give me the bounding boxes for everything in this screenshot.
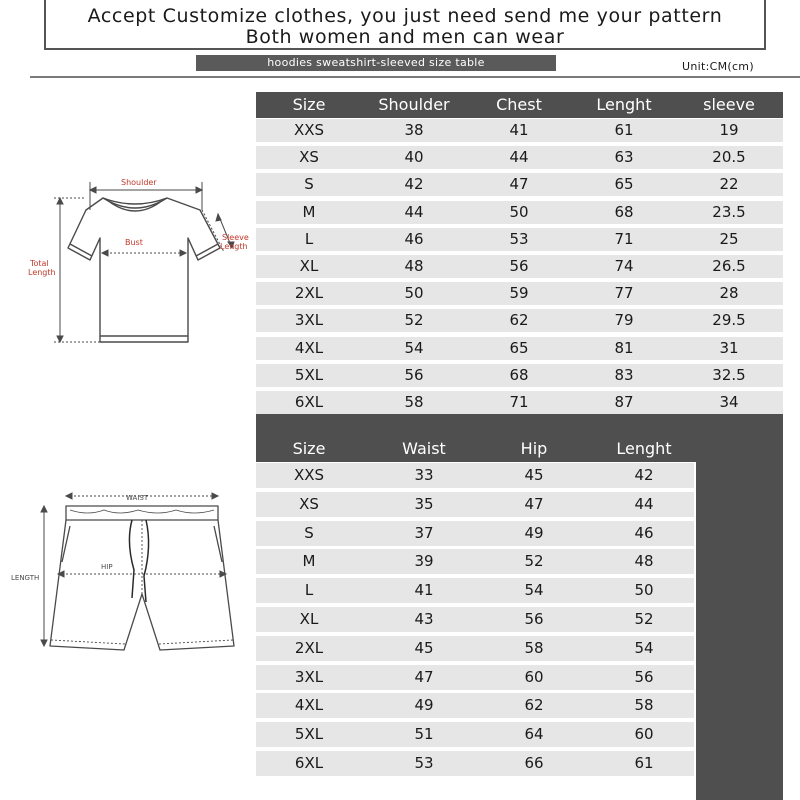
measurement-cell: 39 — [414, 552, 434, 571]
measurement-cell: 54 — [634, 638, 654, 657]
table-row — [256, 665, 694, 690]
measurement-cell: 46 — [634, 523, 654, 542]
table-row — [256, 173, 783, 196]
bust-label: Bust — [125, 238, 143, 247]
table-row — [256, 492, 694, 517]
header-line-2: Both women and men can wear — [245, 26, 565, 48]
measurement-cell: 56 — [509, 257, 529, 275]
measurement-cell: 35 — [414, 494, 434, 513]
table-header-row — [256, 92, 783, 118]
table-row — [256, 521, 694, 546]
table-row — [256, 255, 783, 278]
measurement-cell: 77 — [614, 284, 634, 303]
table-row — [256, 201, 783, 224]
measurement-cell: 51 — [414, 725, 434, 744]
measurement-cell: 52 — [404, 311, 424, 330]
measurement-cell: 58 — [404, 393, 424, 411]
size-cell: L — [304, 581, 314, 600]
header-line-1: Accept Customize clothes, you just need send me your pattern — [87, 5, 723, 27]
measurement-cell: 28 — [719, 284, 739, 303]
total-label-2: Length — [28, 268, 56, 277]
measurement-cell: 58 — [524, 638, 544, 657]
measurement-cell: 81 — [614, 338, 634, 357]
measurement-cell: 31 — [719, 338, 739, 357]
table-row — [256, 751, 694, 776]
table-row — [256, 578, 694, 603]
measurement-cell: 47 — [524, 494, 544, 513]
table-row — [256, 146, 783, 169]
measurement-cell: 65 — [509, 338, 529, 357]
table-row — [256, 549, 694, 574]
bottom-size-table — [256, 432, 783, 800]
measurement-cell: 68 — [614, 202, 634, 221]
measurement-cell: 53 — [414, 754, 434, 772]
measurement-cell: 71 — [509, 393, 529, 411]
measurement-cell: 41 — [414, 581, 434, 600]
table-header-cell: Size — [292, 95, 326, 114]
table-header-cell: sleeve — [703, 95, 755, 114]
table-header-cell: Size — [292, 439, 326, 458]
measurement-cell: 87 — [614, 393, 634, 411]
measurement-cell: 79 — [614, 311, 634, 330]
top-size-table — [256, 92, 783, 414]
measurement-cell: 19 — [719, 121, 739, 139]
table-row — [256, 693, 694, 718]
measurement-cell: 25 — [719, 229, 739, 248]
shoulder-label: Shoulder — [121, 178, 157, 187]
measurement-cell: 66 — [524, 754, 544, 772]
hip-label: HIP — [101, 563, 113, 571]
table-row — [256, 282, 783, 305]
length-label: LENGTH — [11, 574, 40, 582]
table-subtitle: hoodies sweatshirt-sleeved size table — [196, 55, 556, 71]
unit-label: Unit:CM(cm) — [682, 60, 754, 73]
measurement-cell: 58 — [634, 696, 654, 715]
measurement-cell: 33 — [414, 466, 434, 484]
measurement-cell: 63 — [614, 148, 634, 167]
bottom-table-right-band — [696, 432, 783, 800]
size-cell: M — [302, 202, 316, 221]
measurement-cell: 83 — [614, 365, 634, 384]
size-cell: L — [304, 229, 314, 248]
size-cell: 2XL — [294, 638, 324, 657]
table-row — [256, 364, 783, 387]
measurement-cell: 60 — [524, 667, 544, 686]
table-row — [256, 391, 783, 414]
sleeve-label-2: Length — [220, 242, 248, 251]
measurement-cell: 52 — [634, 610, 654, 628]
measurement-cell: 40 — [404, 148, 424, 167]
table-header-cell: Shoulder — [378, 95, 450, 114]
measurement-cell: 50 — [634, 581, 654, 600]
measurement-cell: 62 — [524, 696, 544, 715]
table-row — [256, 228, 783, 251]
measurement-cell: 68 — [509, 365, 529, 384]
measurement-cell: 44 — [404, 202, 424, 221]
table-header-cell: Chest — [496, 95, 542, 114]
tshirt-diagram — [20, 170, 256, 360]
table-header-cell: Hip — [520, 439, 548, 458]
size-cell: XS — [299, 148, 319, 167]
table-row — [256, 119, 783, 142]
measurement-cell: 50 — [509, 202, 529, 221]
size-cell: 4XL — [294, 338, 324, 357]
measurement-cell: 47 — [414, 667, 434, 686]
measurement-cell: 71 — [614, 229, 634, 248]
size-cell: XL — [299, 257, 319, 275]
shorts-diagram — [8, 486, 244, 666]
size-cell: M — [302, 552, 316, 571]
total-label-1: Total — [30, 259, 49, 268]
measurement-cell: 53 — [509, 229, 529, 248]
size-cell: 3XL — [294, 667, 324, 686]
sleeve-label-1: Sleeve — [222, 233, 249, 242]
measurement-cell: 54 — [404, 338, 424, 357]
measurement-cell: 49 — [524, 523, 544, 542]
table-row — [256, 309, 783, 332]
measurement-cell: 56 — [524, 610, 544, 628]
measurement-cell: 42 — [634, 466, 654, 484]
measurement-cell: 61 — [634, 754, 654, 772]
waist-label: WAIST — [126, 494, 149, 502]
measurement-cell: 50 — [404, 284, 424, 303]
size-cell: S — [304, 523, 314, 542]
size-cell: 5XL — [294, 725, 324, 744]
size-cell: 5XL — [294, 365, 324, 384]
measurement-cell: 32.5 — [712, 365, 746, 384]
size-cell: 2XL — [294, 284, 324, 303]
measurement-cell: 60 — [634, 725, 654, 744]
size-cell: XL — [299, 610, 319, 628]
size-cell: XS — [299, 494, 319, 513]
measurement-cell: 56 — [404, 365, 424, 384]
measurement-cell: 45 — [414, 638, 434, 657]
size-cell: XXS — [293, 121, 325, 139]
table-separator — [256, 414, 783, 432]
size-cell: 6XL — [294, 754, 324, 772]
table-header-row — [256, 432, 783, 462]
measurement-cell: 42 — [404, 175, 424, 194]
measurement-cell: 62 — [509, 311, 529, 330]
measurement-cell: 56 — [634, 667, 654, 686]
measurement-cell: 20.5 — [712, 148, 746, 167]
measurement-cell: 44 — [634, 494, 654, 513]
measurement-cell: 47 — [509, 175, 529, 194]
header-box — [44, 0, 766, 50]
measurement-cell: 48 — [634, 552, 654, 571]
measurement-cell: 26.5 — [712, 257, 746, 275]
measurement-cell: 64 — [524, 725, 544, 744]
measurement-cell: 61 — [614, 121, 634, 139]
measurement-cell: 34 — [719, 393, 739, 411]
table-header-cell: Waist — [402, 439, 446, 458]
measurement-cell: 48 — [404, 257, 424, 275]
table-row — [256, 463, 694, 488]
size-cell: 4XL — [294, 696, 324, 715]
table-row — [256, 722, 694, 747]
divider — [30, 76, 800, 78]
measurement-cell: 45 — [524, 466, 544, 484]
measurement-cell: 46 — [404, 229, 424, 248]
table-header-cell: Lenght — [616, 439, 672, 458]
measurement-cell: 41 — [509, 121, 529, 139]
measurement-cell: 52 — [524, 552, 544, 571]
measurement-cell: 22 — [719, 175, 739, 194]
measurement-cell: 74 — [614, 257, 634, 275]
table-row — [256, 636, 694, 661]
measurement-cell: 43 — [414, 610, 434, 628]
measurement-cell: 29.5 — [712, 311, 746, 330]
measurement-cell: 65 — [614, 175, 634, 194]
measurement-cell: 54 — [524, 581, 544, 600]
measurement-cell: 37 — [414, 523, 434, 542]
table-header-cell: Lenght — [596, 95, 652, 114]
table-row — [256, 337, 783, 360]
measurement-cell: 44 — [509, 148, 529, 167]
measurement-cell: 59 — [509, 284, 529, 303]
measurement-cell: 38 — [404, 121, 424, 139]
size-cell: S — [304, 175, 314, 194]
size-cell: XXS — [293, 466, 325, 484]
size-cell: 6XL — [294, 393, 324, 411]
table-row — [256, 607, 694, 632]
measurement-cell: 49 — [414, 696, 434, 715]
measurement-cell: 23.5 — [712, 202, 746, 221]
size-cell: 3XL — [294, 311, 324, 330]
